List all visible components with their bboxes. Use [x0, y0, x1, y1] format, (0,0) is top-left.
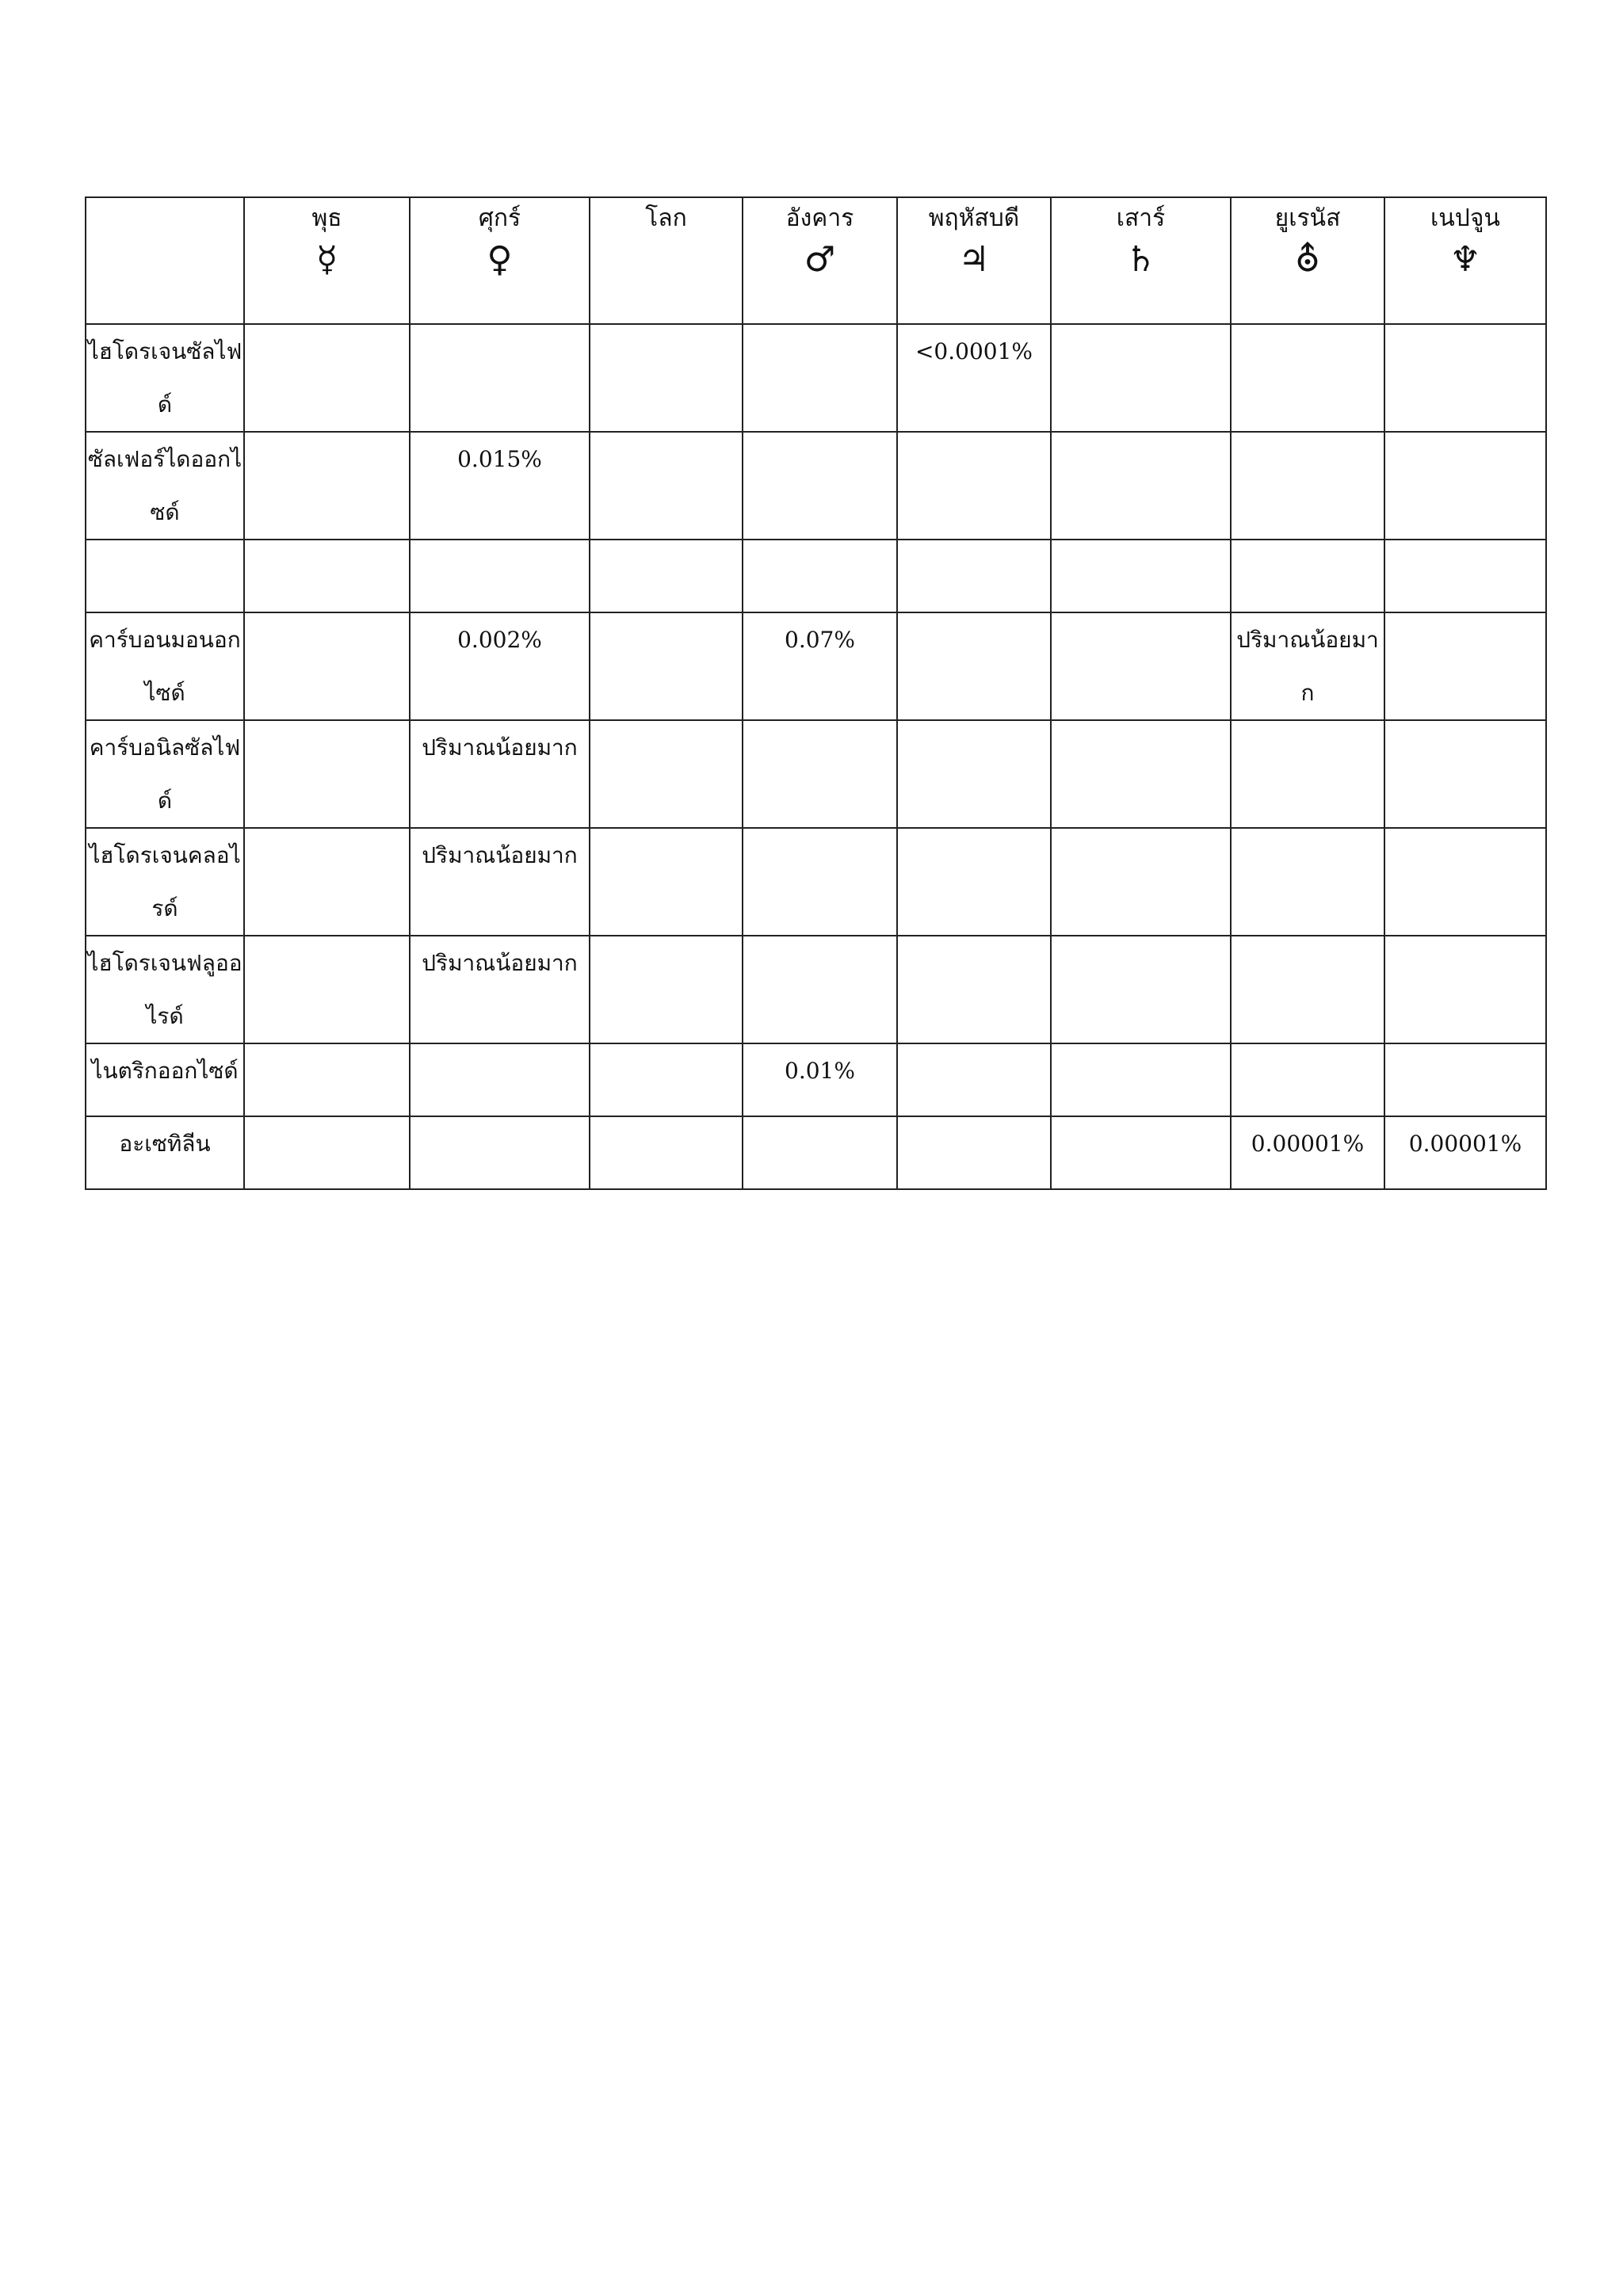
value-cell — [244, 720, 410, 828]
venus-symbol-icon: ♀ — [487, 239, 513, 280]
value-cell: ปริมาณน้อยมาก — [410, 936, 590, 1043]
value-cell — [897, 1043, 1051, 1116]
value-cell: <0.0001% — [897, 324, 1051, 432]
compound-name-cell: ไนตริกออกไซด์ — [86, 1043, 244, 1116]
planet-name: เนปจูน — [1430, 204, 1500, 232]
value-cell — [590, 1043, 743, 1116]
header-corner-cell — [86, 197, 244, 324]
value-cell: ปริมาณน้อยมาก — [410, 720, 590, 828]
planet-name: พุธ — [311, 204, 342, 232]
value-cell: ปริมาณน้อยมาก — [1231, 612, 1384, 720]
value-cell — [244, 1043, 410, 1116]
saturn-symbol-icon: ♄ — [1125, 239, 1157, 280]
value-cell — [590, 540, 743, 612]
uranus-symbol-icon: ⛢ — [1294, 239, 1321, 280]
value-cell — [743, 1116, 897, 1189]
planet-name: อังคาร — [785, 204, 854, 232]
value-cell — [1051, 1043, 1231, 1116]
value-cell — [743, 324, 897, 432]
value-cell — [410, 1116, 590, 1189]
value-cell — [1384, 936, 1546, 1043]
value-cell — [1384, 540, 1546, 612]
compound-name-cell: ไฮโดรเจนฟลูออไรด์ — [86, 936, 244, 1043]
compound-name-cell: อะเซทิลีน — [86, 1116, 244, 1189]
value-cell — [897, 432, 1051, 540]
compound-name-cell: ซัลเฟอร์ไดออกไซด์ — [86, 432, 244, 540]
value-cell — [244, 828, 410, 936]
value-cell — [743, 720, 897, 828]
planet-name: เสาร์ — [1116, 204, 1166, 232]
value-cell — [244, 324, 410, 432]
header-planet-mars — [743, 197, 897, 324]
value-cell — [590, 936, 743, 1043]
value-cell — [410, 324, 590, 432]
value-cell — [897, 1116, 1051, 1189]
planet-name: ศุกร์ — [478, 204, 521, 232]
value-cell — [1384, 432, 1546, 540]
compound-name-cell: คาร์บอนมอนอกไซด์ — [86, 612, 244, 720]
value-cell — [590, 432, 743, 540]
value-cell — [244, 1116, 410, 1189]
value-cell — [897, 612, 1051, 720]
value-cell — [1231, 432, 1384, 540]
value-cell — [590, 612, 743, 720]
value-cell: 0.00001% — [1384, 1116, 1546, 1189]
value-cell — [590, 828, 743, 936]
value-cell: 0.015% — [410, 432, 590, 540]
table-row — [86, 324, 1546, 432]
value-cell — [1231, 324, 1384, 432]
value-cell — [1051, 720, 1231, 828]
value-cell: 0.00001% — [1231, 1116, 1384, 1189]
value-cell — [244, 540, 410, 612]
value-cell — [1051, 540, 1231, 612]
value-cell — [410, 1043, 590, 1116]
header-row — [86, 197, 1546, 324]
neptune-symbol-icon: ♆ — [1449, 239, 1481, 280]
value-cell — [897, 828, 1051, 936]
table-row — [86, 1116, 1546, 1189]
value-cell — [1384, 828, 1546, 936]
table-row — [86, 828, 1546, 936]
value-cell — [410, 540, 590, 612]
value-cell: ปริมาณน้อยมาก — [410, 828, 590, 936]
value-cell — [1051, 936, 1231, 1043]
value-cell — [590, 324, 743, 432]
value-cell — [1231, 720, 1384, 828]
header-planet-jupiter — [897, 197, 1051, 324]
planet-compound-table — [85, 196, 1547, 1190]
header-planet-mercury — [244, 197, 410, 324]
value-cell — [1051, 324, 1231, 432]
value-cell — [1231, 936, 1384, 1043]
table-row — [86, 936, 1546, 1043]
value-cell — [897, 540, 1051, 612]
value-cell — [1384, 1043, 1546, 1116]
planet-name: โลก — [645, 204, 687, 232]
header-planet-neptune — [1384, 197, 1546, 324]
table-row — [86, 612, 1546, 720]
table-body — [86, 324, 1546, 1189]
value-cell — [743, 936, 897, 1043]
compound-name-cell — [86, 540, 244, 612]
value-cell: 0.07% — [743, 612, 897, 720]
value-cell — [897, 936, 1051, 1043]
value-cell — [1384, 324, 1546, 432]
table-row — [86, 540, 1546, 612]
mercury-symbol-icon: ☿ — [315, 239, 338, 280]
value-cell — [897, 720, 1051, 828]
header-planet-venus — [410, 197, 590, 324]
value-cell — [1051, 612, 1231, 720]
value-cell — [1231, 1043, 1384, 1116]
value-cell — [1051, 432, 1231, 540]
value-cell — [1051, 828, 1231, 936]
header-planet-uranus — [1231, 197, 1384, 324]
value-cell — [1384, 612, 1546, 720]
value-cell: 0.01% — [743, 1043, 897, 1116]
table-row — [86, 1043, 1546, 1116]
value-cell — [743, 432, 897, 540]
jupiter-symbol-icon: ♃ — [958, 239, 990, 280]
value-cell — [244, 936, 410, 1043]
value-cell — [244, 432, 410, 540]
mars-symbol-icon: ♂ — [804, 239, 836, 280]
compound-name-cell: ไฮโดรเจนคลอไรด์ — [86, 828, 244, 936]
header-planet-saturn — [1051, 197, 1231, 324]
value-cell — [590, 720, 743, 828]
value-cell — [1051, 1116, 1231, 1189]
value-cell — [1384, 720, 1546, 828]
value-cell — [1231, 828, 1384, 936]
table-row — [86, 432, 1546, 540]
compound-name-cell: ไฮโดรเจนซัลไฟด์ — [86, 324, 244, 432]
value-cell — [743, 828, 897, 936]
header-planet-earth — [590, 197, 743, 324]
planet-name: พฤหัสบดี — [928, 204, 1020, 232]
value-cell — [1231, 540, 1384, 612]
table-row — [86, 720, 1546, 828]
compound-name-cell: คาร์บอนิลซัลไฟด์ — [86, 720, 244, 828]
value-cell: 0.002% — [410, 612, 590, 720]
value-cell — [590, 1116, 743, 1189]
value-cell — [244, 612, 410, 720]
planet-name: ยูเรนัส — [1274, 204, 1341, 232]
value-cell — [743, 540, 897, 612]
